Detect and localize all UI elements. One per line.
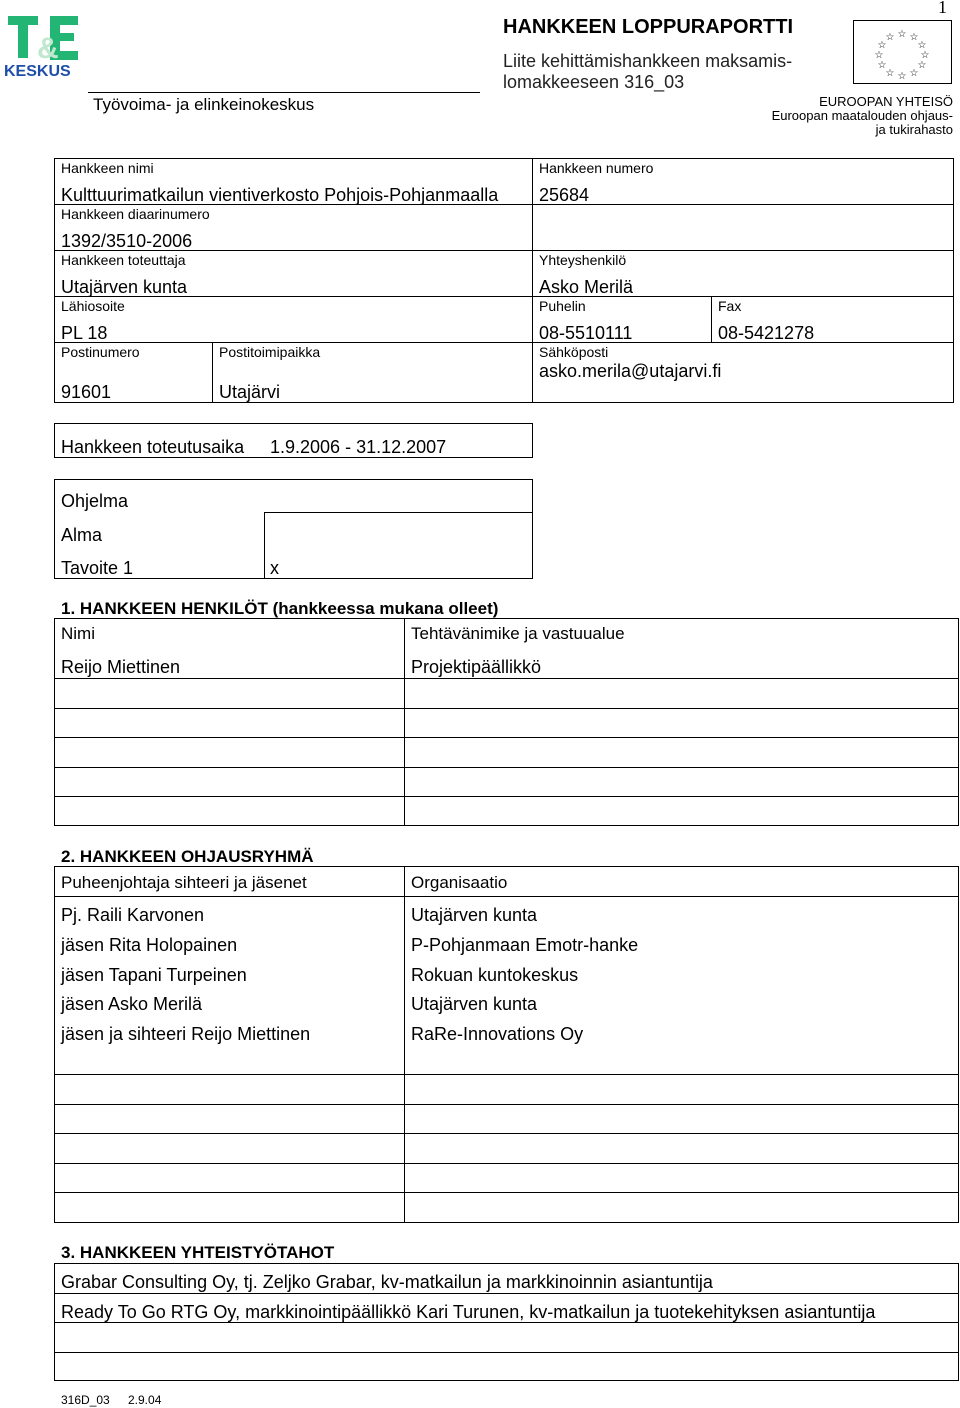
section1-title: 1. HANKKEEN HENKILÖT (hankkeessa mukana olleet) [61,599,499,618]
s1-col2-header: Tehtävänimike ja vastuualue [411,624,625,643]
fax-divider [711,296,712,342]
s2-row-line [54,1163,959,1164]
svg-text:☆: ☆ [909,68,919,79]
phone-value: 08-5510111 [539,323,633,343]
postoffice-label: Postitoimipaikka [219,344,321,360]
s3-row-line [54,1352,959,1353]
eu-line1: EUROOPAN YHTEISÖ [819,94,953,109]
program-line [264,512,533,513]
s2-row-line [54,1192,959,1193]
s2-row-line [54,1104,959,1105]
address-value: PL 18 [61,323,108,343]
s2-org-4: Utajärven kunta [411,994,538,1014]
s1-row-line [54,767,959,768]
duration-value: 1.9.2006 - 31.12.2007 [270,437,447,457]
subtitle-line2: lomakkeeseen 316_03 [503,72,685,92]
diary-label: Hankkeen diaarinumero [61,206,210,222]
program-label: Ohjelma [61,491,129,511]
project-name-value: Kulttuurimatkailun vientiverkosto Pohjois-Pohjanmaalla [61,185,499,205]
duration-label: Hankkeen toteutusaika [61,437,245,457]
svg-text:&: & [37,32,59,65]
org-name: Työvoima- ja elinkeinokeskus [93,95,315,114]
project-number-value: 25684 [539,185,590,205]
postcode-divider [212,342,213,403]
svg-text:☆: ☆ [909,32,919,43]
contact-label: Yhteyshenkilö [539,252,627,268]
s2-org-5: RaRe-Innovations Oy [411,1024,584,1044]
svg-text:☆: ☆ [874,50,884,61]
address-label: Lähiosoite [61,298,125,314]
eu-text [760,95,953,137]
footer-form-code: 316D_03 [61,1393,110,1407]
s2-row-line [54,1133,959,1134]
svg-text:☆: ☆ [897,29,907,40]
project-name-label: Hankkeen nimi [61,160,154,176]
s2-person-4: jäsen Asko Merilä [61,994,203,1014]
section3-title: 3. HANKKEEN YHTEISTYÖTAHOT [61,1243,335,1262]
s1-row1-name: Reijo Miettinen [61,657,181,677]
s1-col1-header: Nimi [61,624,95,643]
svg-text:☆: ☆ [885,68,895,79]
phone-label: Puhelin [539,298,586,314]
svg-text:☆: ☆ [885,32,895,43]
program-alma: Alma [61,525,103,545]
project-number-label: Hankkeen numero [539,160,654,176]
program-mark: x [270,558,279,578]
s1-row-line [54,678,959,679]
page-number: 1 [938,0,947,17]
te-keskus-logo [4,14,84,80]
s1-row1-role: Projektipäällikkö [411,657,542,677]
section2-title: 2. HANKKEEN OHJAUSRYHMÄ [61,847,314,866]
svg-text:☆: ☆ [920,50,930,61]
s2-org-3: Rokuan kuntokeskus [411,965,579,985]
s2-row-line [54,1074,959,1075]
s1-row-line [54,708,959,709]
svg-text:☆: ☆ [877,60,887,71]
contact-value: Asko Merilä [539,277,634,297]
s3-row-line [54,1293,959,1294]
eu-line3: ja tukirahasto [875,122,953,137]
svg-text:☆: ☆ [897,71,907,82]
s2-person-5: jäsen ja sihteeri Reijo Miettinen [61,1024,311,1044]
svg-text:☆: ☆ [877,40,887,51]
s2-person-2: jäsen Rita Holopainen [61,935,238,955]
svg-text:KESKUS: KESKUS [4,63,71,80]
fax-value: 08-5421278 [718,323,815,343]
header-rule [88,92,480,93]
s2-col2-header: Organisaatio [411,873,508,892]
eu-line2: Euroopan maatalouden ohjaus- [771,108,953,123]
email-value: asko.merila@utajarvi.fi [539,361,722,381]
s2-person-1: Pj. Raili Karvonen [61,905,205,925]
eu-flag-icon [853,20,952,84]
diary-value: 1392/3510-2006 [61,231,193,251]
svg-text:☆: ☆ [917,40,927,51]
program-tavoite: Tavoite 1 [61,558,134,578]
svg-text:☆: ☆ [917,60,927,71]
implementer-label: Hankkeen toteuttaja [61,252,186,268]
program-divider [264,512,265,579]
s2-person-3: jäsen Tapani Turpeinen [61,965,247,985]
postcode-value: 91601 [61,382,112,402]
postcode-label: Postinumero [61,344,140,360]
row-line [54,296,954,297]
footer-date: 2.9.04 [128,1393,162,1407]
col-divider [532,158,533,403]
subtitle-line1: Liite kehittämishankkeen maksamis- [503,51,793,71]
implementer-value: Utajärven kunta [61,277,188,297]
s3-row-1: Grabar Consulting Oy, tj. Zeljko Grabar, kv-matkailun ja markkinoinnin asiantuntija [61,1272,713,1292]
postoffice-value: Utajärvi [219,382,281,402]
s1-row-line [54,737,959,738]
s2-row-line [54,896,959,897]
s1-row-line [54,796,959,797]
report-title: HANKKEEN LOPPURAPORTTI [503,16,794,38]
s3-row-2: Ready To Go RTG Oy, markkinointipäällikkö Kari Turunen, kv-matkailun ja tuotekehityksen asiantuntija [61,1302,876,1322]
s1-col-divider [404,618,405,826]
email-label: Sähköposti [539,344,609,360]
s2-col-divider [404,866,405,1223]
section1-table [54,618,959,826]
row-line [54,342,954,343]
fax-label: Fax [718,298,742,314]
s2-col1-header: Puheenjohtaja sihteeri ja jäsenet [61,873,307,892]
s2-org-1: Utajärven kunta [411,905,538,925]
s2-org-2: P-Pohjanmaan Emotr-hanke [411,935,639,955]
